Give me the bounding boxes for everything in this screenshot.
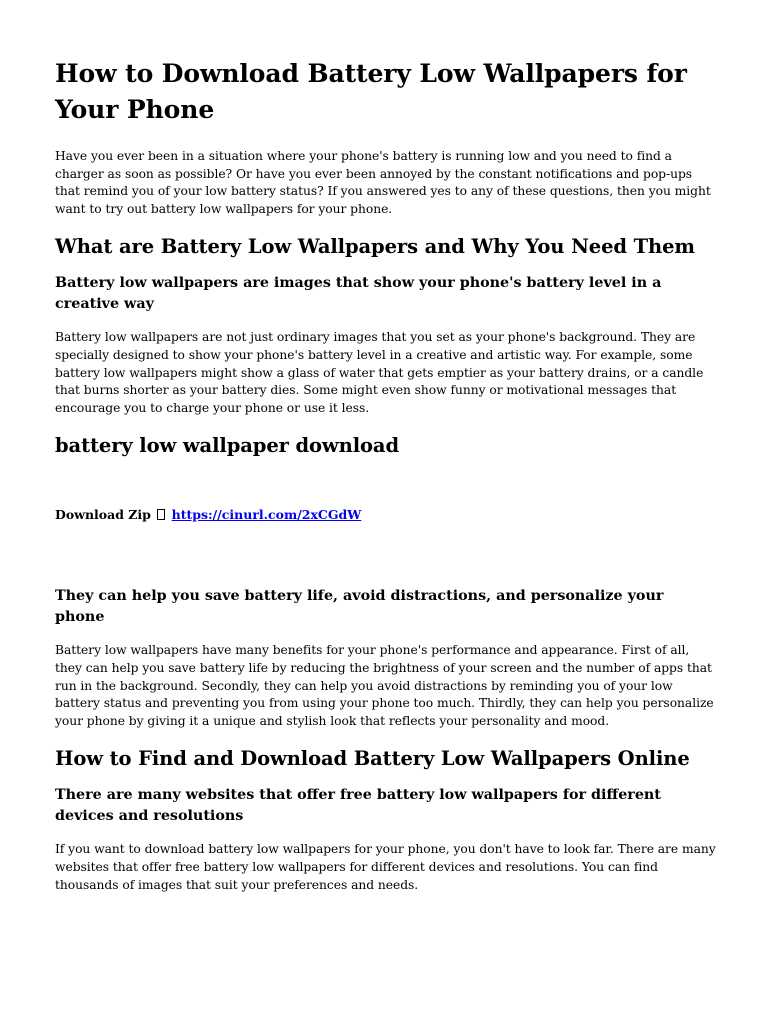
download-link[interactable]: https://cinurl.com/2xCGdW xyxy=(171,507,362,523)
download-line xyxy=(55,506,717,524)
section3-paragraph: If you want to download battery low wallpapers for your phone, you don't have to look far. There are many websites that offer free battery low wallpapers for different devices and resolutions. You can find thousands of images that suit your preferences and needs. xyxy=(55,842,716,892)
download-heading: battery low wallpaper download xyxy=(55,434,399,458)
download-arrow-icon xyxy=(157,509,165,520)
section1-heading: What are Battery Low Wallpapers and Why You Need Them xyxy=(55,235,695,259)
section2-paragraph: Battery low wallpapers have many benefits for your phone's performance and appearance. First of all, they can help you save battery life by reducing the brightness of your screen and the number of apps that run in the background. Secondly, they can help you avoid distractions by reminding you of your low battery status and preventing you from using your phone too much. Thirdly, they can help you personalize your phone by giving it a unique and stylish look that reflects your personality and mood. xyxy=(55,643,714,728)
section1-paragraph: Battery low wallpapers are not just ordinary images that you set as your phone's background. They are specially designed to show your phone's battery level in a creative and artistic way. For example, some battery low wallpapers might show a glass of water that gets emptier as your battery drains, or a candle that burns shorter as your battery dies. Some might even show funny or motivational messages that encourage you to charge your phone or use it less. xyxy=(55,330,704,415)
page-title: How to Download Battery Low Wallpapers for Your Phone xyxy=(55,59,687,124)
document-page xyxy=(55,56,717,894)
section2-subheading: They can help you save battery life, avoid distractions, and personalize your phone xyxy=(55,588,664,626)
section3-subheading: There are many websites that offer free battery low wallpapers for different devices and resolutions xyxy=(55,787,661,825)
section3-heading: How to Find and Download Battery Low Wallpapers Online xyxy=(55,747,690,771)
section1-subheading: Battery low wallpapers are images that show your phone's battery level in a creative way xyxy=(55,275,662,313)
intro-paragraph: Have you ever been in a situation where your phone's battery is running low and you need to find a charger as soon as possible? Or have you ever been annoyed by the constant notifications and pop-ups that remind you of your low battery status? If you answered yes to any of these questions, then you might want to try out battery low wallpapers for your phone. xyxy=(55,149,711,216)
download-label: Download Zip xyxy=(55,507,151,523)
